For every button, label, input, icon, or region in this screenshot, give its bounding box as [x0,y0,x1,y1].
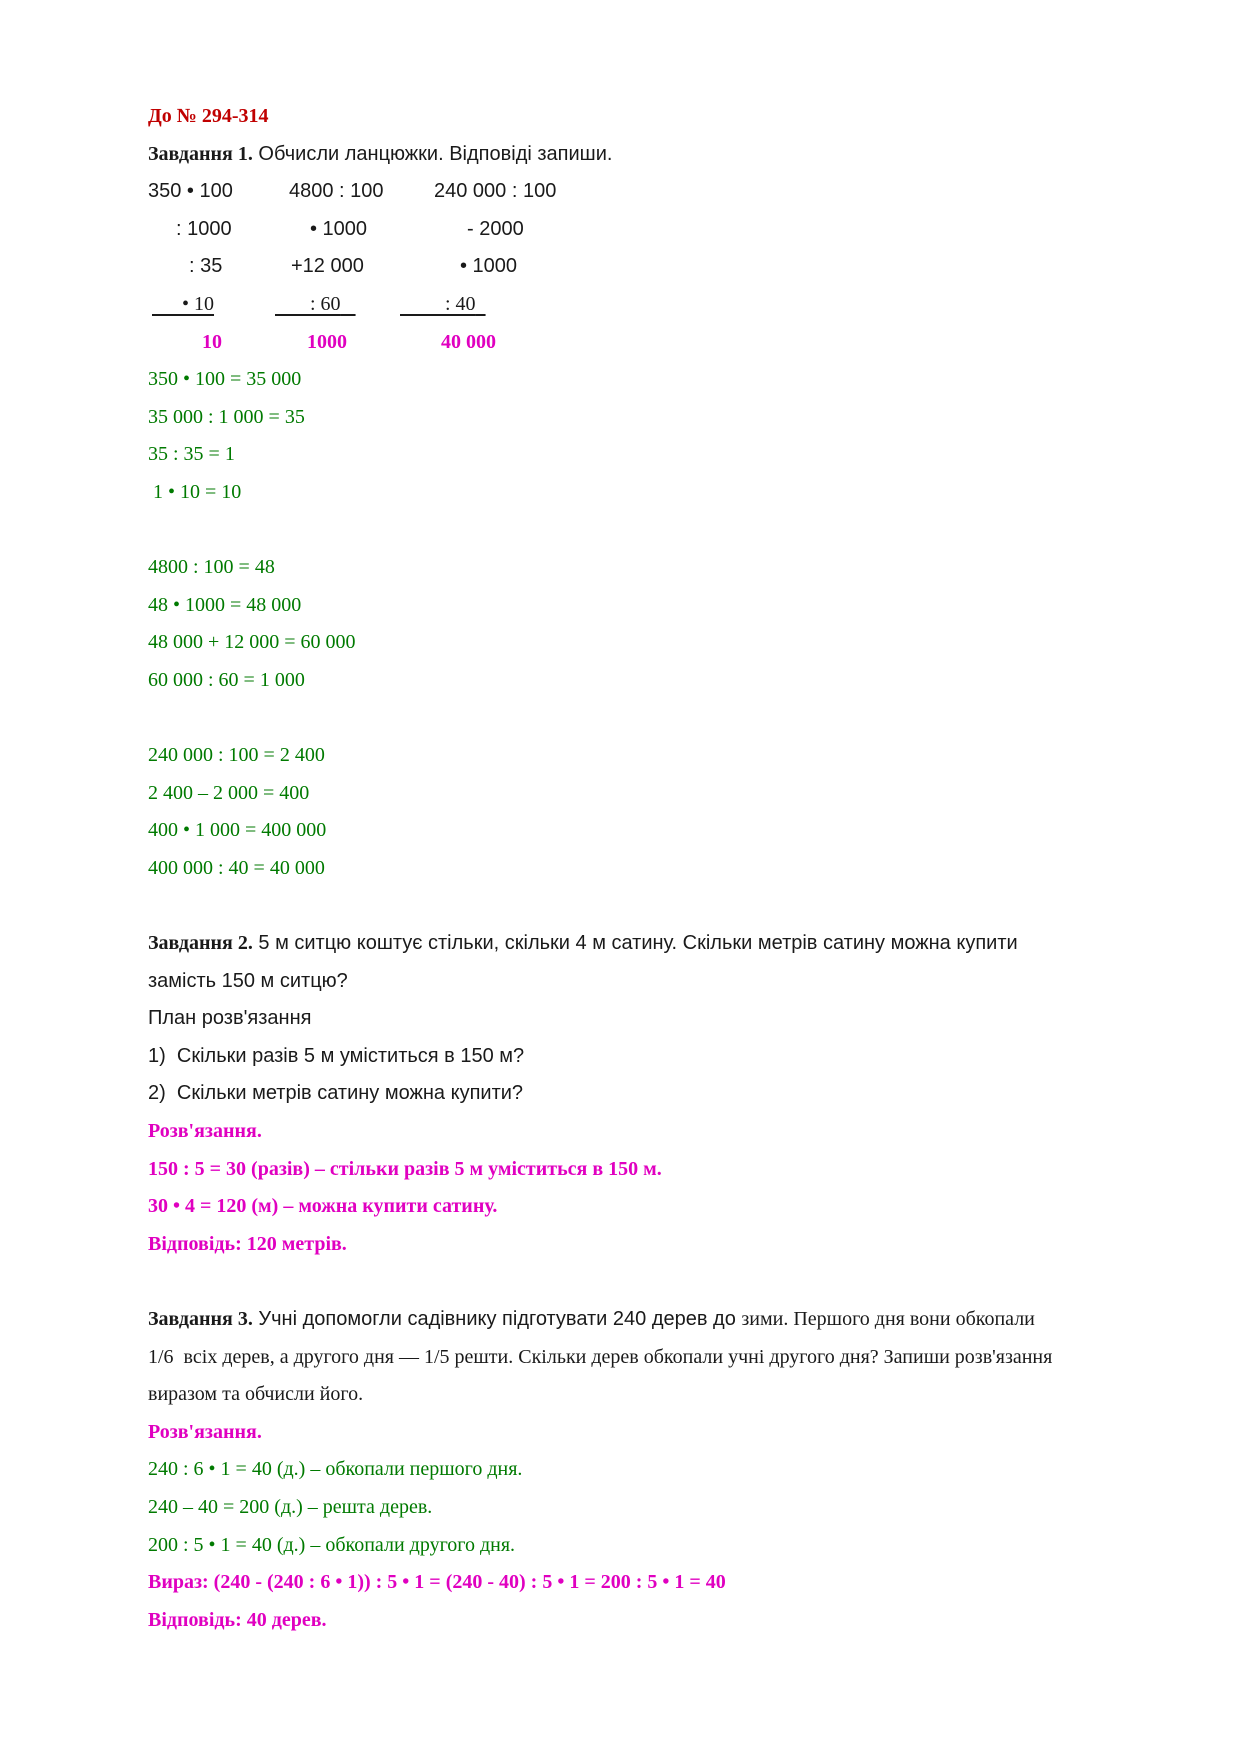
plan-title: План розв'язання [148,1007,312,1030]
chain-row-2 [148,211,1148,249]
answer: Відповідь: 40 дерев. [148,1608,327,1631]
spacer [148,887,1148,925]
chain-2-op2: • 1000 [310,217,368,240]
chain-answers [148,324,1148,362]
task1-title [148,136,1148,174]
task2-label: Завдання 2. [148,932,253,955]
solution-line: 60 000 : 60 = 1 000 [148,668,305,691]
chain-3-start: 240 000 : 100 [434,180,557,203]
task2-text-2: замість 150 м ситцю? [148,969,348,992]
solution-step: 200 : 5 • 1 = 40 (д.) – обкопали другого дня. [148,1533,516,1556]
chain-3-op4: : 40 [445,292,476,315]
solution-step: 30 • 4 = 120 (м) – можна купити сатину. [148,1195,498,1218]
chain-row-1 [148,173,1148,211]
spacer [148,1263,1148,1301]
plan-step: 1) Скільки разів 5 м уміститься в 150 м? [148,1044,525,1067]
solution-title: Розв'язання. [148,1120,262,1143]
solution-line: 400 • 1 000 = 400 000 [148,819,327,842]
task2-text-1: 5 м ситцю коштує стільки, скільки 4 м сатину. Скільки метрів сатину можна купити [252,932,1018,955]
task3-text-1a: Учні допомогли садівнику підготувати 240 дерев до [252,1308,742,1330]
section-header: До № 294-314 [148,105,269,127]
solution-line: 48 000 + 12 000 = 60 000 [148,631,356,654]
chain-1-op3: : 35 [189,255,223,278]
solution-line: 240 000 : 100 = 2 400 [148,744,325,767]
solution-line: 4800 : 100 = 48 [148,556,275,579]
chain-3-op3: • 1000 [460,255,518,278]
chain-2-start: 4800 : 100 [289,180,384,203]
chain-2-op4: : 60 [310,292,341,315]
chain-row-4 [148,286,1148,324]
solution-line: 48 • 1000 = 48 000 [148,593,302,616]
solution-line: 35 : 35 = 1 [148,443,235,466]
solution-line: 2 400 – 2 000 = 400 [148,781,310,804]
solution-line: 35 000 : 1 000 = 35 [148,405,305,428]
chain-3-answer: 40 000 [441,330,496,353]
task3-text-3: виразом та обчисли його. [148,1383,364,1406]
answer: Відповідь: 120 метрів. [148,1232,347,1255]
chain-3-op2: - 2000 [467,217,524,240]
chain-1-op2: : 1000 [176,217,232,240]
task3-text-1b: зими. Першого дня вони обкопали [741,1308,1035,1330]
task1-label: Завдання 1. [148,142,253,165]
chain-2-op3: +12 000 [291,255,364,278]
chain-row-3 [148,248,1148,286]
task3-title [148,1301,1148,1339]
expression: Вираз: (240 - (240 : 6 • 1)) : 5 • 1 = (240 - 40) : 5 • 1 = 200 : 5 • 1 = 40 [148,1571,726,1594]
spacer [148,512,1148,550]
solution-step: 240 : 6 • 1 = 40 (д.) – обкопали першого дня. [148,1458,523,1481]
solution-step: 150 : 5 = 30 (разів) – стільки разів 5 м уміститься в 150 м. [148,1157,662,1180]
solution-line: 1 • 10 = 10 [148,480,242,503]
solution-line: 350 • 100 = 35 000 [148,368,302,391]
plan-step: 2) Скільки метрів сатину можна купити? [148,1082,524,1105]
chain-1-answer: 10 [202,330,222,353]
solution-title: Розв'язання. [148,1420,262,1443]
task2-title [148,925,1148,963]
task1-text: Обчисли ланцюжки. Відповіді запиши. [252,142,613,165]
task3-label: Завдання 3. [148,1308,253,1330]
chain-2-answer: 1000 [307,330,347,353]
solution-step: 240 – 40 = 200 (д.) – решта дерев. [148,1495,433,1518]
chain-1-start: 350 • 100 [148,180,233,203]
spacer [148,700,1148,738]
task3-text-2: 1/6 всіх дерев, а другого дня — 1/5 решти. Скільки дерев обкопали учні другого дня? Запиши розв'язання [148,1345,1053,1368]
document-page [148,98,1148,1639]
chain-1-op4: • 10 [182,292,215,315]
solution-line: 400 000 : 40 = 40 000 [148,856,325,879]
